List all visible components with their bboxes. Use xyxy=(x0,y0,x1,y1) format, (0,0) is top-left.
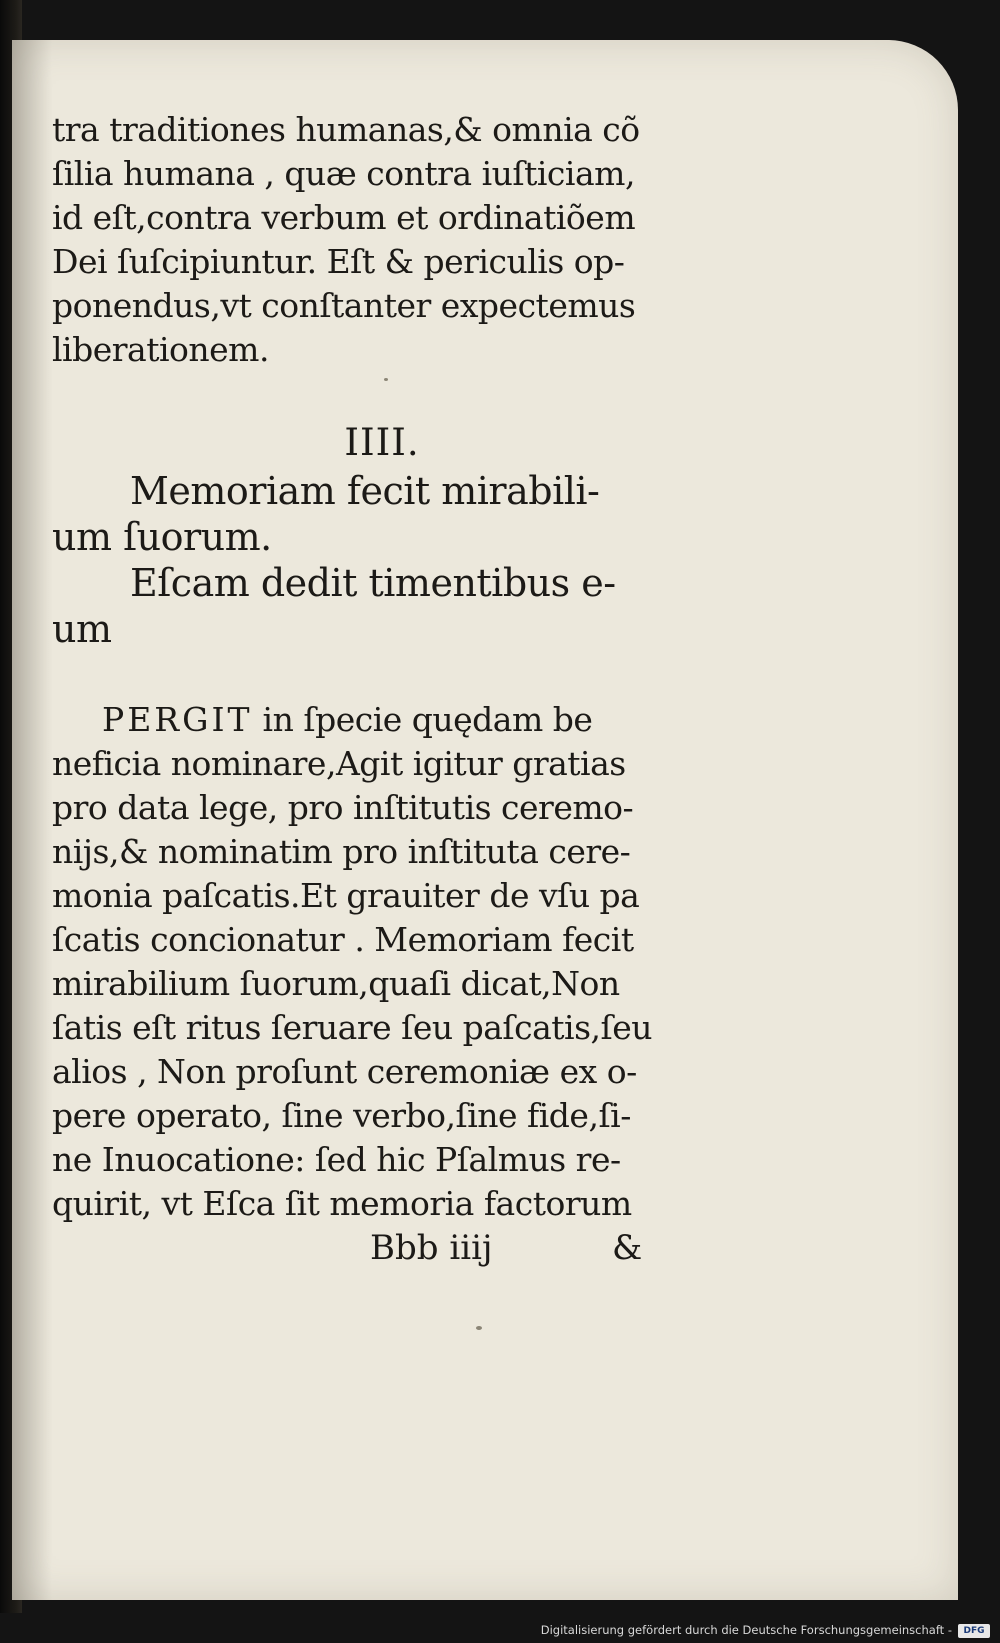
text-line: ne Inuocatione: ſed hic Pſalmus re- xyxy=(52,1140,621,1179)
commentary-first-rest: in ſpecie quędam be xyxy=(252,700,593,739)
text-line: liberationem. xyxy=(52,330,269,369)
catchword: & xyxy=(612,1228,643,1268)
signature-mark: Bbb iiij xyxy=(370,1228,493,1268)
verse-line: Memoriam fecit mirabili- xyxy=(130,469,600,513)
text-line: ponendus,vt conſtanter expectemus xyxy=(52,286,636,325)
text-line: tra traditiones humanas,& omnia cõ xyxy=(52,110,640,149)
section-heading: IIII. xyxy=(344,421,420,464)
verse-line: Eſcam dedit timentibus e- xyxy=(130,561,616,605)
text-line: ſatis eſt ritus ſeruare ſeu paſcatis,ſeu xyxy=(52,1008,653,1047)
signature-line xyxy=(52,1226,692,1270)
text-line: Dei ſuſcipiuntur. Eſt & periculis op- xyxy=(52,242,625,281)
text-line: id eſt,contra verbum et ordinatiõem xyxy=(52,198,636,237)
verse-line: um xyxy=(52,607,112,651)
text-line: ſcatis concionatur . Memoriam fecit xyxy=(52,920,634,959)
text-line: neficia nominare,Agit igitur gratias xyxy=(52,744,626,783)
dfg-logo-icon: DFG xyxy=(958,1624,990,1638)
text-line: pro data lege, pro inſtitutis ceremo- xyxy=(52,788,634,827)
text-line: quirit, vt Eſca ſit memoria factorum xyxy=(52,1184,632,1223)
text-line: monia paſcatis.Et grauiter de vſu pa xyxy=(52,876,640,915)
text-line: pere operato, ſine verbo,ſine fide,ſi- xyxy=(52,1096,631,1135)
funding-credit: Digitalisierung gefördert durch die Deutsche Forschungsgemeinschaft - xyxy=(540,1623,952,1637)
commentary-lead-word: PERGIT xyxy=(102,700,253,739)
commentary-first-line xyxy=(52,698,692,742)
paper-speck xyxy=(476,1326,482,1330)
text-line: mirabilium ſuorum,quaſi dicat,Non xyxy=(52,964,620,1003)
text-line: alios , Non proſunt ceremoniæ ex o- xyxy=(52,1052,637,1091)
footer-bar xyxy=(0,1613,1000,1643)
verse-line: um ſuorum. xyxy=(52,515,272,559)
text-line: nijs,& nominatim pro inſtituta cere- xyxy=(52,832,631,871)
text-line: ſilia humana , quæ contra iuſticiam, xyxy=(52,154,635,193)
page-text xyxy=(52,108,692,1270)
